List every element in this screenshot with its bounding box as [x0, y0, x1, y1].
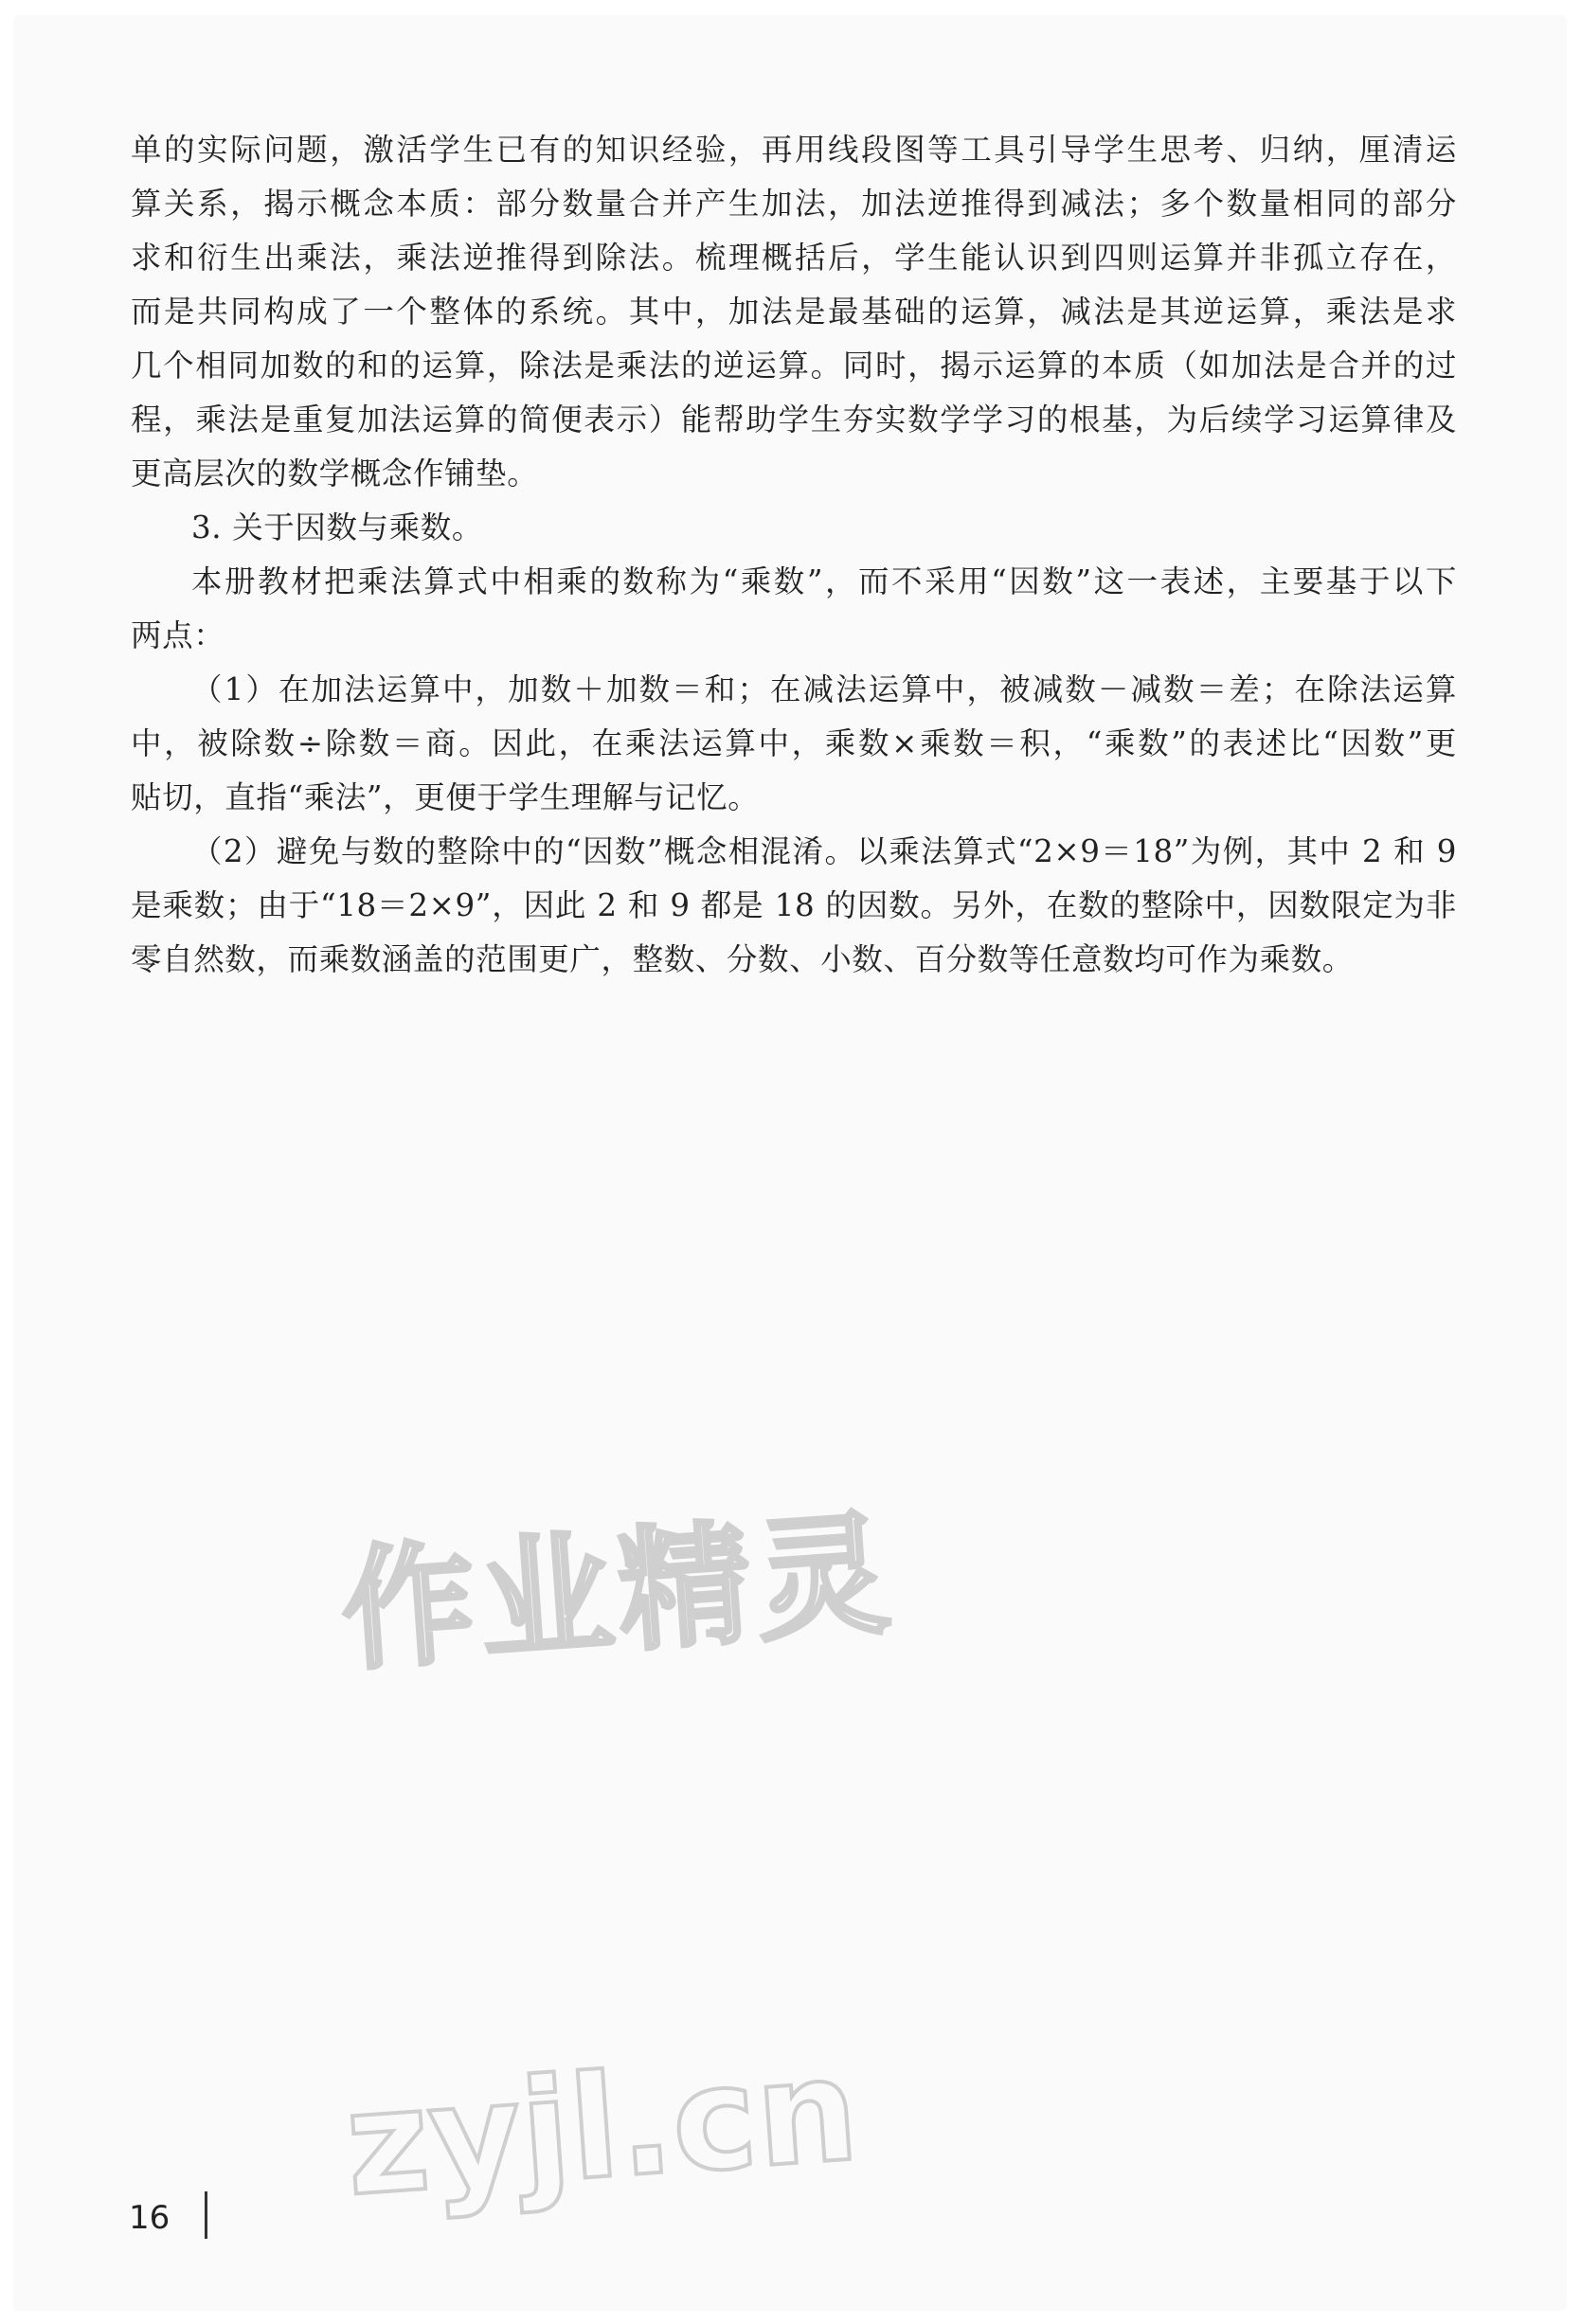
text-line: 单的实际问题，激活学生已有的知识经验，再用线段图等工具引导学生思考、归纳，厘清运 [131, 132, 1457, 168]
watermark-url-text: zyjl.cn [340, 2028, 864, 2228]
paragraph-point-two [131, 825, 1457, 987]
text-line: 而是共同构成了一个整体的系统。其中，加法是最基础的运算，减法是其逆运算，乘法是求 [131, 294, 1457, 330]
paragraph-arithmetic-operations [131, 123, 1457, 501]
text-line: （1）在加法运算中，加数＋加数＝和；在减法运算中，被减数－减数＝差；在除法运算 [191, 671, 1457, 707]
page-number-divider [205, 2191, 207, 2239]
text-line: 零自然数，而乘数涵盖的范围更广，整数、分数、小数、百分数等任意数均可作为乘数。 [131, 941, 1354, 977]
text-line: 程，乘法是重复加法运算的简便表示）能帮助学生夯实数学学习的根基，为后续学习运算律及 [131, 402, 1457, 438]
section-heading: 3. 关于因数与乘数。 [191, 509, 483, 545]
text-line: 两点： [131, 617, 225, 653]
paragraph-point-one [131, 663, 1457, 825]
text-line: 本册教材把乘法算式中相乘的数称为“乘数”，而不采用“因数”这一表述，主要基于以下 [191, 563, 1457, 599]
text-line: 是乘数；由于“18＝2×9”，因此 2 和 9 都是 18 的因数。另外，在数的整除中，因数限定为非 [131, 887, 1457, 923]
text-line: 贴切，直指“乘法”，更便于学生理解与记忆。 [131, 779, 760, 815]
text-line: （2）避免与数的整除中的“因数”概念相混淆。以乘法算式“2×9＝18”为例，其中 2 和 9 [191, 833, 1457, 869]
text-line: 算关系，揭示概念本质：部分数量合并产生加法，加法逆推得到减法；多个数量相同的部分 [131, 186, 1457, 222]
text-line: 求和衍生出乘法，乘法逆推得到除法。梳理概括后，学生能认识到四则运算并非孤立存在， [131, 240, 1457, 276]
document-body [131, 123, 1457, 987]
text-line: 更高层次的数学概念作铺垫。 [131, 456, 539, 492]
paragraph-multiplier-intro [131, 555, 1457, 663]
text-line: 中，被除数÷除数＝商。因此，在乘法运算中，乘数×乘数＝积，“乘数”的表述比“因数”更 [131, 725, 1457, 761]
page-number: 16 [129, 2199, 171, 2237]
watermark-logo-text: 作业精灵 [336, 1496, 900, 1690]
text-line: 几个相同加数的和的运算，除法是乘法的逆运算。同时，揭示运算的本质（如加法是合并的过 [131, 348, 1457, 384]
